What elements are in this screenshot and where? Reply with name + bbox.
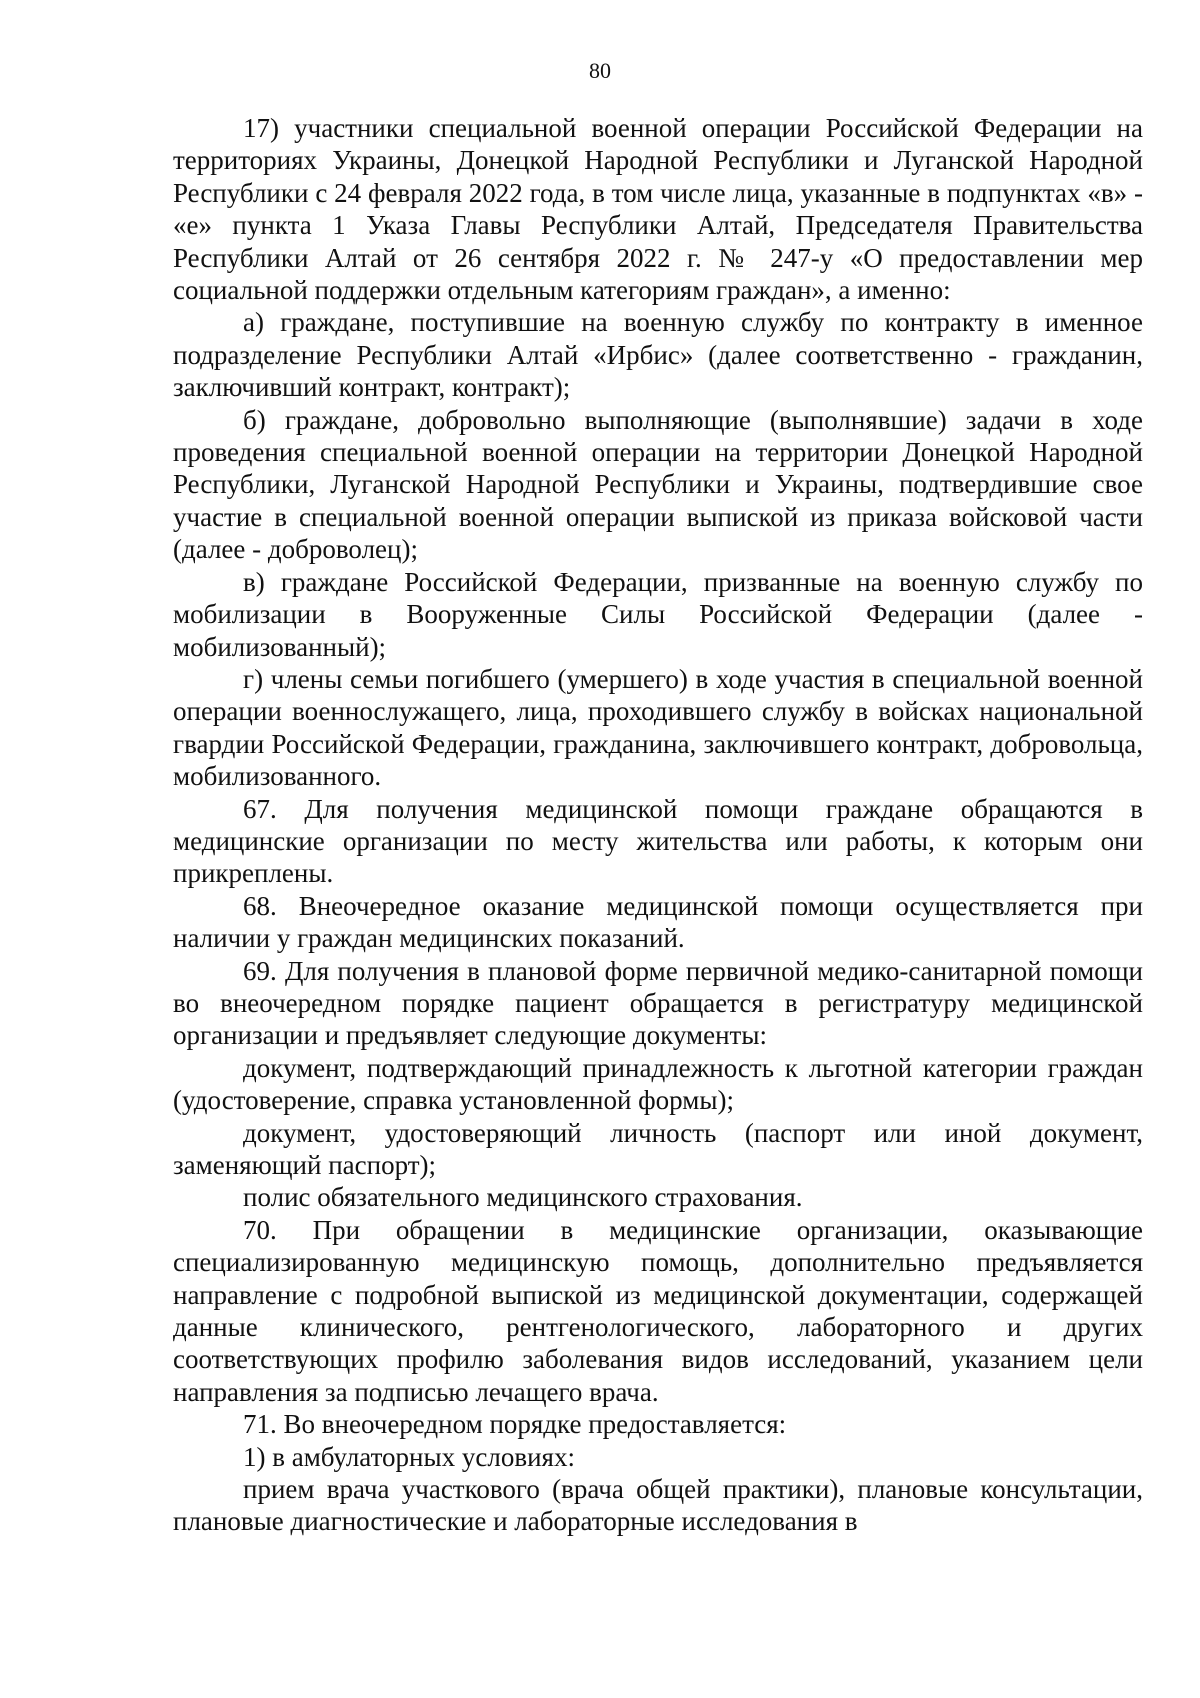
paragraph-71-item-1: 1) в амбулаторных условиях: <box>243 1441 575 1472</box>
paragraph-69-doc-1: документ, подтверждающий принадлежность к льготной категории граждан (удостоверение, справка установленной формы); <box>173 1052 1143 1116</box>
document-body <box>173 112 1143 1538</box>
paragraph-subitem-g: г) члены семьи погибшего (умершего) в ходе участия в специальной военной операции военнослужащего, лица, проходившего службу в войсках национальной гвардии Российской Федерации, гражданина, заключившего контракт, добровольца, мобилизованного. <box>173 663 1143 792</box>
paragraph-subitem-a: а) граждане, поступившие на военную службу по контракту в именное подразделение Республики Алтай «Ирбис» (далее соответственно - гражданин, заключивший контракт, контракт); <box>173 307 1143 403</box>
paragraph-69-doc-2: документ, удостоверяющий личность (паспорт или иной документ, заменяющий паспорт); <box>173 1117 1143 1180</box>
paragraph-subitem-v: в) граждане Российской Федерации, призванные на военную службу по мобилизации в Вооруженные Силы Российской Федерации (далее - мобилизованный); <box>173 566 1143 662</box>
page-number: 80 <box>589 58 611 83</box>
paragraph-67: 67. Для получения медицинской помощи граждане обращаются в медицинские организации по месту жительства или работы, к которым они прикреплены. <box>173 793 1143 889</box>
paragraph-69-doc-3: полис обязательного медицинского страхования. <box>243 1182 803 1213</box>
paragraph-item-17: 17) участники специальной военной операции Российской Федерации на территориях Украины, Донецкой Народной Республики и Луганской Народной Республики с 24 февраля 2022 года, в том числе лица, указанные в подпунктах «в» - «е» пункта 1 Указа Главы Республики Алтай, Председателя Правительства Республики Алтай от 26 сентября 2022 г. № 247-у «О предоставлении мер социальной поддержки отдельным категориям граждан», а именно: <box>173 113 1143 306</box>
paragraph-70: 70. При обращении в медицинские организации, оказывающие специализированную медицинскую помощь, дополнительно предъявляется направление с подробной выпиской из медицинской документации, содержащей данные клинического, рентгенологического, лабораторного и других соответствующих профилю заболевания видов исследований, указанием цели направления за подписью лечащего врача. <box>173 1214 1143 1407</box>
paragraph-68: 68. Внеочередное оказание медицинской помощи осуществляется при наличии у граждан медицинских показаний. <box>173 890 1143 954</box>
paragraph-71-item-1-text: прием врача участкового (врача общей практики), плановые консультации, плановые диагностические и лабораторные исследования в <box>173 1474 1143 1537</box>
paragraph-subitem-b: б) граждане, добровольно выполняющие (выполнявшие) задачи в ходе проведения специальной военной операции на территории Донецкой Народной Республики, Луганской Народной Республики и Украины, подтвердившие свое участие в специальной военной операции выпиской из приказа войсковой части (далее - доброволец); <box>173 404 1143 565</box>
paragraph-69: 69. Для получения в плановой форме первичной медико-санитарной помощи во внеочередном порядке пациент обращается в регистратуру медицинской организации и предъявляет следующие документы: <box>173 955 1143 1051</box>
paragraph-71: 71. Во внеочередном порядке предоставляется: <box>243 1409 787 1440</box>
